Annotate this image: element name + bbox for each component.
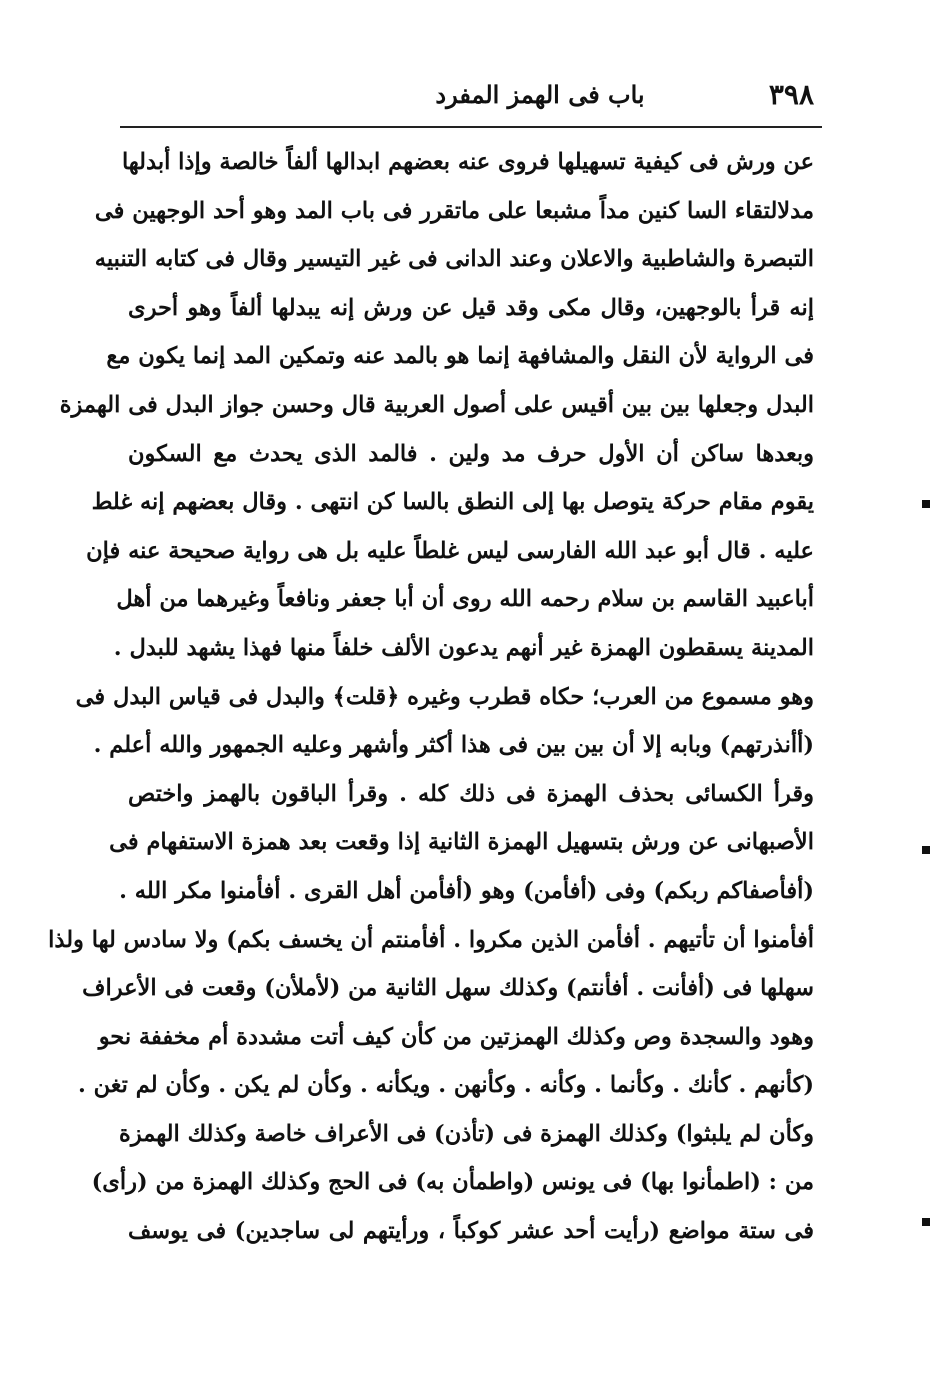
text-line: البدل وجعلها بين بين أقيس على أصول العربية قال وحسن جواز البدل فى الهمزة xyxy=(59,391,814,418)
running-head: باب فى الهمز المفرد xyxy=(435,80,645,109)
text-line: (أأنذرتهم) وبابه إلا أن بين بين فى هذا أكثر وأشهر وعليه الجمهور والله أعلم . xyxy=(93,732,814,759)
page-number: ٣٩٨ xyxy=(768,78,814,111)
text-line: فى ستة مواضع (رأيت أحد عشر كوكباً ، ورأيتهم لى ساجدين) فى يوسف xyxy=(128,1218,814,1245)
text-line: مدلالتقاء السا كنين مداً مشبعا على ماتقرر فى باب المد وهو أحد الوجهين فى xyxy=(94,197,814,224)
text-line: عن ورش فى كيفية تسهيلها فروى عنه بعضهم ابدالها ألفاً خالصة وإذا أبدلها xyxy=(121,149,814,175)
text-line: وكأن لم يلبثوا) وكذلك الهمزة فى (تأذن) فى الأعراف خاصة وكذلك الهمزة xyxy=(119,1120,814,1147)
text-line: (كأنهم . كأنك . وكأنما . وكأنه . وكأنهن . ويكأنه . وكأن لم يكن . وكأن لم تغن . xyxy=(78,1072,814,1099)
text-line: أفأمنوا أن تأتيهم . أفأمن الذين مكروا . أفأمنتم أن يخسف بكم) ولا سادس لها ولذا xyxy=(48,926,814,953)
text-line: إنه قرأ بالوجهين، وقال مكى وقد قيل عن ورش إنه يبدلها ألفاً وهو أحرى xyxy=(128,294,814,321)
scan-edge-mark xyxy=(922,846,930,854)
text-line: وقرأ الكسائى بحذف الهمزة فى ذلك كله . وقرأ الباقون بالهمز واختص xyxy=(128,780,814,807)
page-header xyxy=(120,78,820,122)
header-rule xyxy=(120,126,822,128)
scan-edge-mark xyxy=(922,1218,930,1226)
text-line: (أفأصفاكم ربكم) وفى (أفأمن) وهو (أفأمن أهل القرى . أفأمنوا مكر الله . xyxy=(119,877,814,904)
text-line: وبعدها ساكن أن الأول حرف مد ولين . فالمد الذى يحدث مع السكون xyxy=(128,440,814,467)
text-line: فى الرواية لأن النقل والمشافهة إنما هو بالمد عنه وتمكين المد إنما يكون مع xyxy=(106,343,814,370)
text-line: المدينة يسقطون الهمزة غير أنهم يدعون الألف خلفاً منها فهذا يشهد للبدل . xyxy=(113,634,814,661)
text-line: الأصبهانى عن ورش بتسهيل الهمزة الثانية إذا وقعت بعد همزة الاستفهام فى xyxy=(109,829,814,856)
scan-edge-mark xyxy=(922,500,930,508)
text-line: أباعبيد القاسم بن سلام رحمه الله روى أن أبا جعفر ونافعاً وغيرهما من أهل xyxy=(116,586,814,613)
body-text xyxy=(48,138,814,1256)
text-line: يقوم مقام حركة يتوصل بها إلى النطق بالسا كن انتهى . وقال بعضهم إنه غلط xyxy=(91,489,814,516)
text-line: التبصرة والشاطبية والاعلان وعند الدانى فى غير التيسير وقال فى كتابه التنبيه xyxy=(94,246,814,273)
text-line: وهو مسموع من العرب؛ حكاه قطرب وغيره ﴿قلت﴾ والبدل فى قياس البدل فى xyxy=(75,683,814,710)
text-line: وهود والسجدة وص وكذلك الهمزتين من كأن كيف أتت مشددة أم مخففة نحو xyxy=(98,1023,814,1050)
text-line: عليه . قال أبو عبد الله الفارسى ليس غلطاً عليه بل هى رواية صحيحة عنه فإن xyxy=(86,537,814,564)
text-line: من : (اطمأنوا بها) فى يونس (واطمأن به) فى الحج وكذلك الهمزة من (رأى) xyxy=(91,1169,814,1196)
text-line: سهلها فى (أفأنت . أفأنتم) وكذلك سهل الثانية من (لأملأن) وقعت فى الأعراف xyxy=(82,975,814,1002)
